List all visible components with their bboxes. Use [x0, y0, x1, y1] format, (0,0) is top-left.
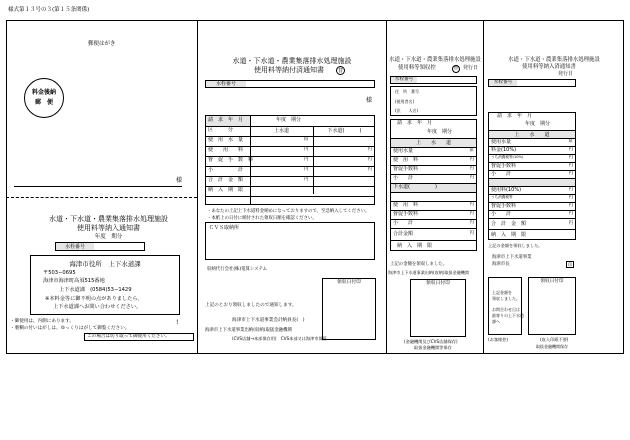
- slip-sama: 様: [366, 97, 373, 104]
- sender-box: [30, 255, 180, 315]
- notice-period: 年度 期分: [94, 234, 123, 240]
- right-equip-yen: 円: [568, 163, 573, 168]
- slip-subtotal-label: 小 計: [208, 167, 244, 173]
- right-sewer-tax-yen: 円: [568, 195, 573, 200]
- slip-fee-label: 使 用 料: [208, 147, 244, 153]
- slip-stamp-box: [322, 278, 376, 340]
- slip-subtotal-yen-1: 円: [304, 167, 309, 172]
- mid-addr-1: 住 所 番号: [395, 89, 419, 94]
- mid-equip-yen: 円: [469, 166, 474, 171]
- slip-request-value: 年度 期分: [276, 117, 302, 123]
- slip-equip-yen-2: 円: [367, 157, 372, 162]
- right-total-label: 合 計 金 額: [491, 221, 527, 227]
- slip-note-1: ・あなたの上記上下水道料金納めになっておりますので、至急納入してください。: [207, 209, 370, 214]
- mid-sewer-title: 下水道( ): [393, 184, 437, 190]
- right-title-2: 使用料等納入済通知書: [522, 64, 576, 70]
- slip-confirm: 上記のとおり領収しましたので通知します。: [205, 303, 297, 308]
- slip-sewer-label: 下水道( ): [327, 128, 362, 134]
- slip-title-1: 水道・下水道・農業集落排水処理施設: [232, 57, 352, 65]
- right-subtotal-label: 小 計: [491, 171, 512, 177]
- mid-due-label: 納 入 期 限: [397, 243, 433, 249]
- right-due-label: 納 入 期 限: [491, 232, 527, 238]
- right-info-2: 領収しました。: [492, 296, 520, 301]
- notice-title-2: 使用料等納入通知書: [77, 224, 140, 232]
- slip-note-2: ・本紙上の日付に納付された領収日額を確認ください。: [207, 216, 317, 221]
- right-tax-label: うち消費税等(10%): [491, 155, 524, 159]
- right-info-box: [488, 277, 522, 335]
- mid-fee2-label: 使 用 料: [393, 202, 419, 208]
- right-office-2: 海津市長: [492, 262, 510, 267]
- mid-subtotal-label: 小 計: [393, 175, 414, 181]
- slip-request-label: 請 求 年 月: [206, 116, 250, 126]
- slip-equip-yen-1: 円: [304, 157, 309, 162]
- cvs-label: ＣＶＳ取納所: [209, 225, 240, 231]
- mid-subtotal-yen: 円: [469, 175, 474, 180]
- slip-usage-label: 使 用 水 量: [208, 137, 244, 143]
- mid-title-2: 使用料等領収控: [398, 65, 436, 71]
- slip-subtotal-yen-2: 円: [367, 167, 372, 172]
- right-seal: 印: [568, 262, 572, 267]
- postcard-sama: 様: [176, 177, 183, 184]
- mid-total-yen: 円: [469, 231, 474, 236]
- slip-table: [205, 115, 375, 205]
- sender-line3: 海津市海津町高須515番地: [43, 278, 105, 284]
- notice-mark: !: [176, 319, 179, 326]
- mid-footer-2: 取扱金融機関等保存: [414, 345, 452, 350]
- mid-confirm: 上記の金額を領収しました。: [390, 262, 448, 267]
- right-office: 海津市上下水道事業: [492, 255, 532, 260]
- slip-fee-yen-1: 円: [304, 147, 309, 152]
- right-info-1: 上記金額を: [492, 290, 512, 295]
- right-water-title: 上 水 道: [514, 131, 550, 138]
- notice-note-1: ・御使用は、内側にあります。: [10, 319, 74, 324]
- notice-note-2: ・裏糊の付いはがしは、ゆっくりはがして御覧ください。: [10, 326, 130, 331]
- mid-footer-1: (金融機関及びCVS店舗保存): [404, 339, 458, 344]
- postage-stamp: [24, 78, 64, 118]
- right-subtotal2-label: 小 計: [491, 211, 512, 217]
- slip-title-2: 使用料等納付済通知書: [254, 66, 324, 74]
- mid-seal: 替: [453, 66, 459, 71]
- slip-meter-box: [205, 80, 375, 88]
- mid-equip2-yen: 円: [469, 211, 474, 216]
- sender-line4: 上下水道課 (0584)53−1429: [59, 287, 132, 293]
- mid-subtotal2-label: 小 計: [393, 220, 414, 226]
- right-stamp-box: [528, 277, 576, 335]
- postcard-label: 郵便はがき: [88, 41, 116, 47]
- mid-address-box: [390, 86, 477, 116]
- mid-total-label: 合計金額: [393, 231, 414, 237]
- mid-addr-2: (使用者名): [395, 99, 415, 104]
- slip-usage-unit: ㎥: [304, 137, 309, 142]
- cvs-box: [205, 222, 375, 260]
- right-title-1: 水道・下水道・農業集落排水処理施設: [508, 57, 600, 63]
- slip-office-2: (CVS店舗→本部保存用) CVS本部又は海津市保管: [232, 336, 327, 341]
- mid-office: 海津市上下水道事業出納(収納)取扱金融機関: [388, 270, 469, 275]
- slip-fee-yen-2: 円: [367, 147, 372, 152]
- right-tax-yen: 円: [568, 155, 573, 160]
- mid-addr-3: (法 人名): [395, 108, 419, 113]
- right-note: 上記の金額を領収しました。: [488, 243, 543, 248]
- right-equip2-label: 督促手数料: [491, 203, 517, 209]
- right-issue-label: 発行日: [558, 71, 574, 77]
- fold-line: [6, 197, 197, 198]
- right-info-4: 最寄りの上下水道: [492, 313, 524, 318]
- slip-water-label: 上水道: [273, 128, 289, 134]
- right-sewer-label: 使用料(10%): [491, 187, 522, 193]
- right-sewer-tax-label: うち消費税等: [491, 195, 513, 199]
- slip-meter-label: 水栓番号: [206, 81, 246, 87]
- divider-2: [386, 20, 387, 354]
- slip-issuer: 海津市上下水道事業会計納員長( ): [232, 318, 305, 323]
- mid-water-title: 上 水 道: [415, 140, 451, 146]
- tear-instruction: この場合は切り取って御使用ください。: [84, 333, 194, 341]
- mid-stamp-box: [410, 279, 466, 337]
- notice-title-1: 水道・下水道・農業集落排水処理施設: [49, 215, 168, 223]
- right-info-5: 課へ: [492, 319, 500, 324]
- right-usage-unit: ㎥: [568, 139, 573, 144]
- right-meter-label: 水栓番号: [489, 80, 517, 86]
- sender-line6: 上下水道課へお問い合わせください。: [53, 304, 142, 310]
- right-usage-label: 使用水量: [491, 139, 512, 145]
- right-info-3: お問合わせ日は: [492, 307, 520, 312]
- right-rate-label: 料金(10%): [491, 147, 517, 153]
- form-number: 様式第１３号の３(第１５条関係): [8, 7, 90, 13]
- right-footer-right: (収入印紙不要): [540, 337, 569, 342]
- right-subtotal2-yen: 円: [568, 211, 573, 216]
- mid-equip2-label: 督促手数料: [393, 211, 419, 217]
- sender-line2: 〒503−0695: [43, 270, 76, 276]
- right-equip-label: 督促手数料: [491, 163, 517, 169]
- right-footer-left: (お客様控): [488, 337, 509, 342]
- mid-stamp-label: 領収日付印: [426, 281, 450, 286]
- right-rate-yen: 円: [568, 147, 573, 152]
- slip-seal: 替: [337, 67, 343, 74]
- mid-equip-label: 督促手数料: [393, 166, 419, 172]
- slip-office-1: 海津市上下水道事業出納(収納)取扱金融機関: [205, 328, 292, 333]
- right-request-label: 請 求 年 月: [497, 113, 533, 119]
- stamp-line2: 郵 便: [34, 99, 53, 106]
- mid-usage-unit: ㎥: [469, 148, 474, 153]
- sender-line1: 海津市役所 上下水道課: [69, 260, 141, 268]
- mid-issue-label: 発行日: [463, 65, 479, 71]
- mid-meter-label: 水栓番号: [391, 77, 417, 83]
- right-total-yen: 円: [568, 221, 573, 226]
- slip-bottom-left: 収納代行会社(株)電算システム: [207, 267, 268, 272]
- mid-fee-yen: 円: [469, 157, 474, 162]
- mid-fee2-yen: 円: [469, 202, 474, 207]
- mid-table: [390, 119, 477, 251]
- mid-request-value: 年度 期分: [427, 129, 453, 135]
- mid-fee-label: 使 用 料: [393, 157, 419, 163]
- right-sewer-yen: 円: [568, 187, 573, 192]
- right-footer-right-2: 取扱金融機関保存: [536, 344, 568, 349]
- slip-due-label: 納 入 期 限: [208, 187, 244, 193]
- right-stamp-label: 領収日付印: [540, 279, 564, 284]
- notice-meter-box: [55, 242, 145, 251]
- mid-meter-box: [390, 76, 477, 84]
- slip-equip-label: 督 促 手 数 料: [208, 157, 254, 163]
- right-request-value: 年度 期分: [525, 121, 551, 127]
- mid-request-label: 請 求 年 月: [397, 120, 433, 126]
- slip-total-label: 合 計 金 額: [208, 177, 244, 183]
- right-equip2-yen: 円: [568, 203, 573, 208]
- right-meter-box: [488, 79, 576, 87]
- mid-title-1: 水道・下水道・農業集落排水処理施設: [389, 57, 481, 63]
- sender-line5: ※本料金等に御不明の点がありましたら、: [45, 296, 143, 302]
- right-subtotal-yen: 円: [568, 171, 573, 176]
- address-line: [14, 186, 182, 187]
- stamp-line1: 料金後納: [31, 89, 56, 96]
- slip-stamp-label: 領収日付印: [337, 280, 361, 285]
- mid-subtotal2-yen: 円: [469, 220, 474, 225]
- notice-meter-label: 水栓番号: [56, 243, 94, 250]
- mid-usage-label: 使用水量: [393, 148, 414, 154]
- right-table: [488, 112, 576, 240]
- slip-total-yen: 円: [304, 177, 309, 182]
- slip-division-label: 区 分: [208, 127, 234, 133]
